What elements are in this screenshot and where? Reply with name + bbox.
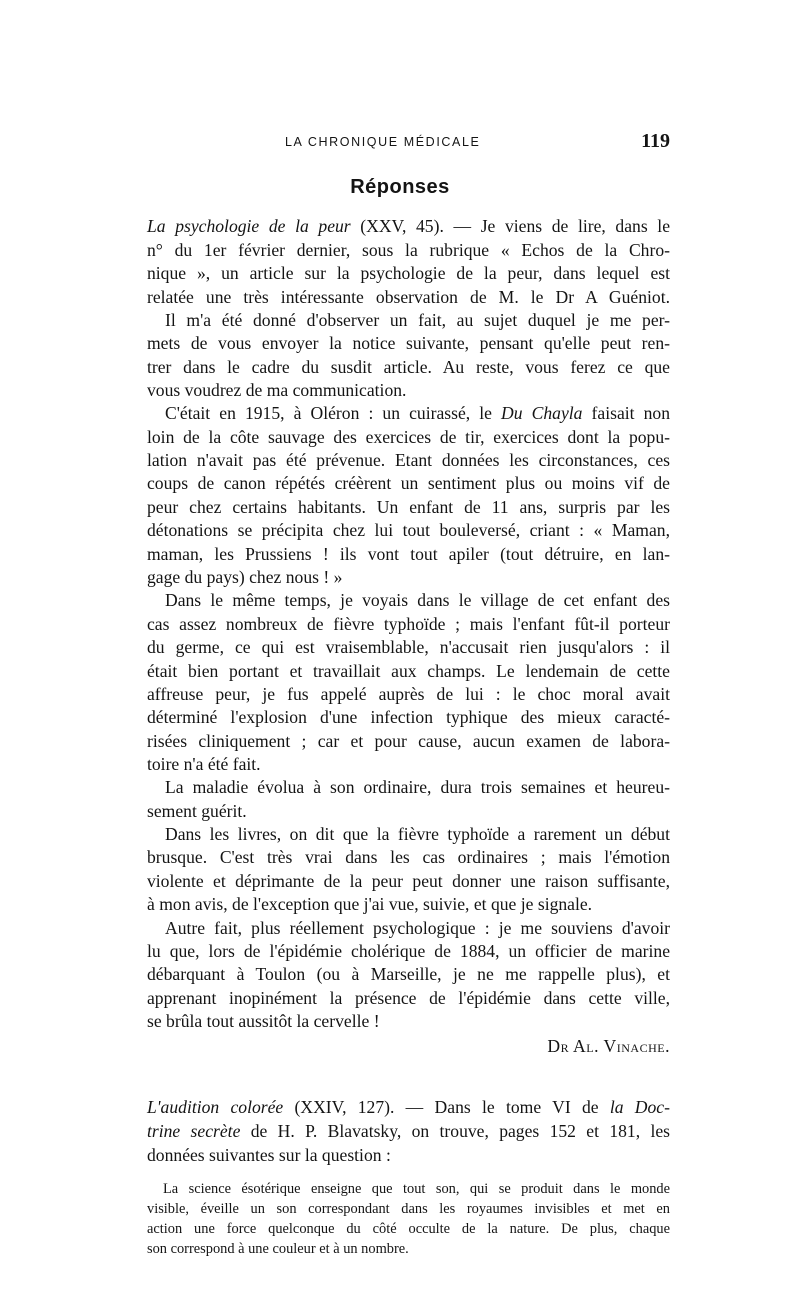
article1-line: trer dans le cadre du susdit article. Au reste, vous ferez ce que (147, 357, 670, 377)
article1-line: affreuse peur, je fus appelé auprès de lui : le choc moral avait (147, 684, 670, 704)
article1-line: peur chez certains habitants. Un enfant de 11 ans, surpris par les (147, 497, 670, 517)
article1-line: Autre fait, plus réellement psychologique : je me souviens d'avoir (165, 918, 670, 938)
article2-line: trine secrète de H. P. Blavatsky, on trouve, pages 152 et 181, les (147, 1121, 670, 1141)
article1-line: débarquant à Toulon (ou à Marseille, je ne me rappelle plus), et (147, 964, 670, 984)
ship-name: Du Chayla (501, 403, 583, 423)
article1-line: C'était en 1915, à Oléron : un cuirassé, le Du Chayla faisait non (165, 403, 670, 423)
article1-line: se brûla tout aussitôt la cervelle ! (147, 1011, 380, 1031)
article1-line: Dans les livres, on dit que la fièvre typhoïde a rarement un début (165, 824, 670, 844)
article1-line: apprenant inopinément la présence de l'épidémie dans cette ville, (147, 988, 670, 1008)
article1-line: relatée une très intéressante observation de M. le Dr A Guéniot. (147, 287, 670, 307)
article1-line: à mon avis, de l'exception que j'ai vue, suivie, et que je signale. (147, 894, 593, 914)
article1-line: La maladie évolua à son ordinaire, dura trois semaines et heureu- (165, 777, 670, 797)
article1-line: gage du pays) chez nous ! » (147, 567, 343, 587)
article1-line: déterminé l'explosion d'une infection typhique des mieux caracté- (147, 707, 670, 727)
article2-line: données suivantes sur la question : (147, 1145, 391, 1165)
running-title: LA CHRONIQUE MÉDICALE (285, 135, 481, 149)
article1-line: cas assez nombreux de fièvre typhoïde ; mais l'enfant fût-il porteur (147, 614, 670, 634)
signature: Dr Al. Vinache. (547, 1036, 670, 1056)
article1-line: mets de vous envoyer la notice suivante, pensant qu'elle peut ren- (147, 333, 670, 353)
running-head (145, 132, 670, 156)
article1-line: toire n'a été fait. (147, 754, 261, 774)
article1-line: Dans le même temps, je voyais dans le village de cet enfant des (165, 590, 670, 610)
article1-line: sement guérit. (147, 801, 247, 821)
article1-line: La psychologie de la peur (XXV, 45). — Je viens de lire, dans le (147, 216, 671, 236)
quote-line: La science ésotérique enseigne que tout son, qui se produit dans le monde (163, 1181, 670, 1197)
quote-line: visible, éveille un son correspondant dans les royaumes invisibles et met en (147, 1201, 670, 1217)
article1-line: du germe, ce qui est vraisemblable, n'accusait rien jusqu'alors : il (147, 637, 670, 657)
article1-line: vous voudrez de ma communication. (147, 380, 407, 400)
quote-line: action une force quelconque du côté occulte de la nature. De plus, chaque (147, 1221, 670, 1237)
article1-line: violente et déprimante de la peur peut donner une raison suffisante, (147, 871, 670, 891)
article1-line: risées cliniquement ; car et pour cause, aucun examen de labora- (147, 731, 670, 751)
article2-title: L'audition colorée (147, 1097, 284, 1117)
page-number: 119 (641, 130, 670, 152)
article2-line: L'audition colorée (XXIV, 127). — Dans le tome VI de la Doc- (147, 1097, 670, 1117)
article1-line: lu que, lors de l'épidémie cholérique de 1884, un officier de marine (147, 941, 670, 961)
article1-line: maman, les Prussiens ! ils vont tout apiler (tout détruire, en lan- (147, 544, 670, 564)
article1-line: Il m'a été donné d'observer un fait, au sujet duquel je me per- (165, 310, 670, 330)
article1-line: était bien portant et travaillait aux champs. Le lendemain de cette (147, 661, 670, 681)
article1-title: La psychologie de la peur (147, 216, 351, 236)
article1-line: n° du 1er février dernier, sous la rubrique « Echos de la Chro- (147, 240, 670, 260)
quote-line: son correspond à une couleur et à un nombre. (147, 1241, 409, 1257)
section-title: Réponses (350, 176, 450, 198)
article1-line: loin de la côte sauvage des exercices de tir, exercices dont la popu- (147, 427, 670, 447)
article1-line: nique », un article sur la psychologie de la peur, dans lequel est (147, 263, 670, 283)
article1-line: lation n'avait pas été prévenue. Etant données les circonstances, ces (147, 450, 670, 470)
article1-line: détonations se précipita chez lui tout bouleversé, criant : « Maman, (147, 520, 670, 540)
article1-line: coups de canon répétés créèrent un sentiment plus ou moins vif de (147, 473, 670, 493)
article1-line: brusque. C'est très vrai dans les cas ordinaires ; mais l'émotion (147, 847, 670, 867)
